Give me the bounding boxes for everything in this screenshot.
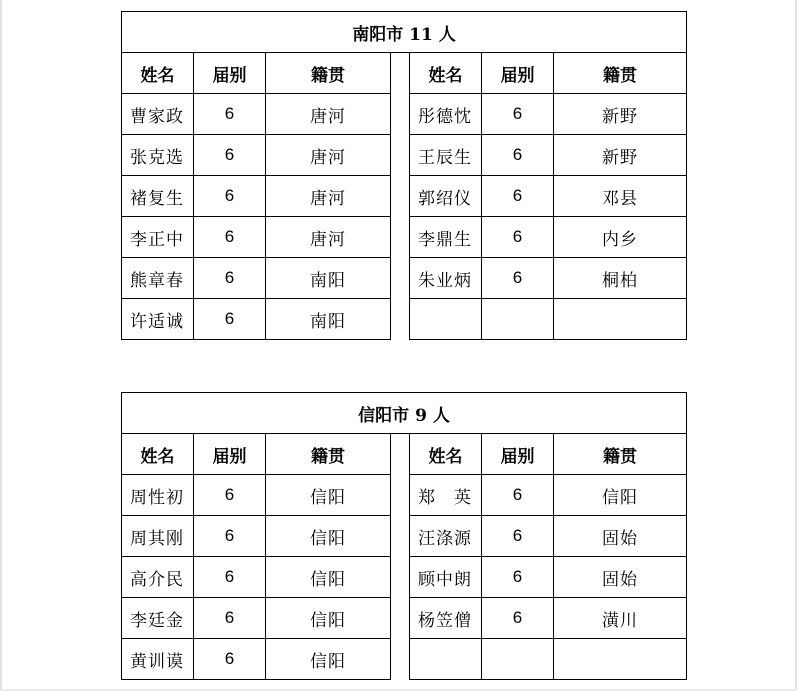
session-cell: 6 xyxy=(482,598,554,639)
column-gap xyxy=(391,557,410,598)
header-origin: 籍贯 xyxy=(266,434,391,475)
origin-cell: 南阳 xyxy=(266,258,391,299)
session-cell: 6 xyxy=(482,475,554,516)
origin-cell: 南阳 xyxy=(266,299,391,340)
column-gap xyxy=(391,598,410,639)
name-cell xyxy=(410,639,482,680)
header-name: 姓名 xyxy=(410,53,482,94)
origin-cell: 信阳 xyxy=(266,639,391,680)
origin-cell xyxy=(554,639,687,680)
table-row xyxy=(122,557,687,598)
name-cell: 郭绍仪 xyxy=(410,176,482,217)
table-row xyxy=(122,176,687,217)
column-gap xyxy=(391,516,410,557)
column-gap xyxy=(391,299,410,340)
nanyang-roster-table xyxy=(121,11,687,340)
column-gap xyxy=(391,135,410,176)
name-cell: 黄训谟 xyxy=(122,639,194,680)
origin-cell: 唐河 xyxy=(266,176,391,217)
name-cell: 朱业炳 xyxy=(410,258,482,299)
origin-cell: 信阳 xyxy=(554,475,687,516)
origin-cell: 信阳 xyxy=(266,516,391,557)
name-cell: 高介民 xyxy=(122,557,194,598)
header-origin: 籍贯 xyxy=(266,53,391,94)
xinyang-roster-table xyxy=(121,392,687,680)
table-row xyxy=(122,598,687,639)
header-name: 姓名 xyxy=(122,434,194,475)
origin-cell: 内乡 xyxy=(554,217,687,258)
origin-cell xyxy=(554,299,687,340)
name-cell: 顾中朗 xyxy=(410,557,482,598)
session-cell: 6 xyxy=(482,135,554,176)
session-cell: 6 xyxy=(194,94,266,135)
column-gap xyxy=(391,94,410,135)
session-cell: 6 xyxy=(482,557,554,598)
session-cell: 6 xyxy=(194,475,266,516)
column-gap xyxy=(391,434,410,475)
origin-cell: 桐柏 xyxy=(554,258,687,299)
xinyang-table-title: 信阳市 9 人 xyxy=(122,393,687,434)
name-cell: 熊章春 xyxy=(122,258,194,299)
page-left-edge xyxy=(0,0,2,691)
session-cell: 6 xyxy=(194,598,266,639)
origin-cell: 信阳 xyxy=(266,475,391,516)
session-cell: 6 xyxy=(194,299,266,340)
header-name: 姓名 xyxy=(122,53,194,94)
origin-cell: 唐河 xyxy=(266,135,391,176)
table-row xyxy=(122,516,687,557)
name-cell: 李鼎生 xyxy=(410,217,482,258)
origin-cell: 唐河 xyxy=(266,217,391,258)
header-session: 届别 xyxy=(194,434,266,475)
header-session: 届别 xyxy=(482,434,554,475)
origin-cell: 唐河 xyxy=(266,94,391,135)
session-cell: 6 xyxy=(194,217,266,258)
session-cell: 6 xyxy=(482,217,554,258)
table-row xyxy=(122,135,687,176)
nanyang-table-title: 南阳市 11 人 xyxy=(122,12,687,53)
name-cell: 汪涤源 xyxy=(410,516,482,557)
table-row xyxy=(122,639,687,680)
name-cell: 张克选 xyxy=(122,135,194,176)
table-row xyxy=(122,94,687,135)
column-gap xyxy=(391,475,410,516)
column-gap xyxy=(391,217,410,258)
session-cell: 6 xyxy=(482,258,554,299)
name-cell: 李正中 xyxy=(122,217,194,258)
session-cell: 6 xyxy=(194,516,266,557)
session-cell xyxy=(482,299,554,340)
origin-cell: 新野 xyxy=(554,94,687,135)
session-cell: 6 xyxy=(194,639,266,680)
origin-cell: 信阳 xyxy=(266,598,391,639)
session-cell: 6 xyxy=(194,557,266,598)
origin-cell: 新野 xyxy=(554,135,687,176)
table-row xyxy=(122,299,687,340)
name-cell: 李廷金 xyxy=(122,598,194,639)
table-row xyxy=(122,217,687,258)
column-gap xyxy=(391,258,410,299)
column-gap xyxy=(391,176,410,217)
origin-cell: 信阳 xyxy=(266,557,391,598)
name-cell xyxy=(410,299,482,340)
origin-cell: 潢川 xyxy=(554,598,687,639)
name-cell: 周其刚 xyxy=(122,516,194,557)
header-origin: 籍贯 xyxy=(554,53,687,94)
session-cell: 6 xyxy=(194,135,266,176)
origin-cell: 邓县 xyxy=(554,176,687,217)
name-cell: 彤德忱 xyxy=(410,94,482,135)
header-session: 届别 xyxy=(482,53,554,94)
session-cell: 6 xyxy=(194,176,266,217)
session-cell: 6 xyxy=(194,258,266,299)
name-cell: 周性初 xyxy=(122,475,194,516)
header-origin: 籍贯 xyxy=(554,434,687,475)
name-cell: 曹家政 xyxy=(122,94,194,135)
session-cell: 6 xyxy=(482,94,554,135)
name-cell: 褚复生 xyxy=(122,176,194,217)
nanyang-header-row xyxy=(122,53,687,94)
origin-cell: 固始 xyxy=(554,557,687,598)
name-cell: 许适诚 xyxy=(122,299,194,340)
column-gap xyxy=(391,53,410,94)
column-gap xyxy=(391,639,410,680)
name-cell: 杨笠僧 xyxy=(410,598,482,639)
session-cell xyxy=(482,639,554,680)
table-row xyxy=(122,475,687,516)
header-name: 姓名 xyxy=(410,434,482,475)
session-cell: 6 xyxy=(482,176,554,217)
session-cell: 6 xyxy=(482,516,554,557)
name-cell: 郑 英 xyxy=(410,475,482,516)
xinyang-header-row xyxy=(122,434,687,475)
table-row xyxy=(122,258,687,299)
name-cell: 王辰生 xyxy=(410,135,482,176)
origin-cell: 固始 xyxy=(554,516,687,557)
header-session: 届别 xyxy=(194,53,266,94)
